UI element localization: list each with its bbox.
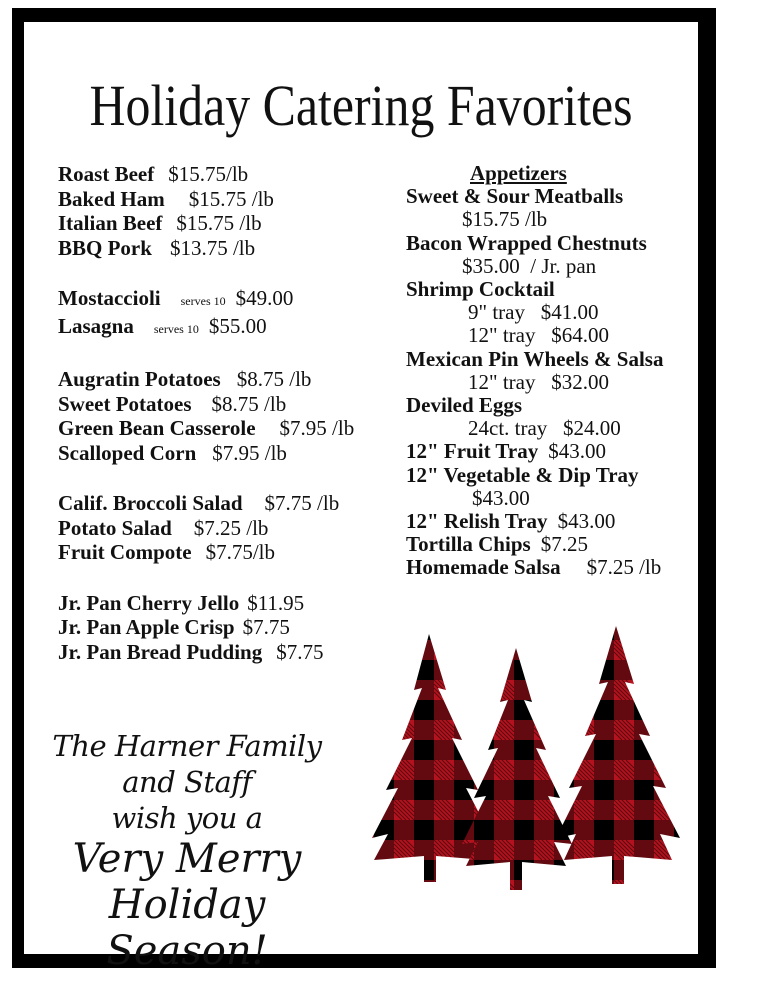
menu-item <box>58 591 398 616</box>
item-price: $8.75 /lb <box>236 367 312 391</box>
appetizer-name: 12" Relish Tray <box>406 509 548 534</box>
appetizer-price: 9" tray $41.00 <box>468 300 599 325</box>
appetizer-price: $43.00 <box>548 439 606 464</box>
appetizer-item <box>406 533 696 556</box>
item-name: Fruit Compote <box>58 540 192 564</box>
item-price: $49.00 <box>235 286 294 310</box>
menu-item <box>58 540 398 565</box>
item-price: $15.75/lb <box>168 162 249 186</box>
appetizers-column <box>406 162 696 580</box>
item-name: Italian Beef <box>58 211 163 235</box>
menu-item <box>58 367 398 392</box>
appetizer-price: 12" tray $32.00 <box>468 369 609 394</box>
appetizer-price: $43.00 <box>557 509 616 534</box>
item-name: Lasagna <box>58 313 134 338</box>
item-price: $7.75 /lb <box>264 491 340 515</box>
item-price: $55.00 <box>208 313 267 338</box>
menu-item <box>58 162 398 187</box>
appetizer-name: Deviled Eggs <box>406 393 523 418</box>
item-price: $7.75 <box>242 615 290 639</box>
item-name: Jr. Pan Bread Pudding <box>58 639 263 664</box>
greeting-line: The Harner Family <box>52 729 322 763</box>
appetizer-name: Tortilla Chips <box>406 532 531 557</box>
item-name: BBQ Pork <box>58 235 152 260</box>
desserts-group <box>58 591 398 665</box>
item-name: Calif. Broccoli Salad <box>58 491 243 515</box>
appetizer-price: $7.25 /lb <box>586 555 662 580</box>
appetizer-item <box>406 556 696 579</box>
menu-item <box>58 187 398 212</box>
greeting-line: Very Merry <box>72 836 302 882</box>
plaid-trees-icon <box>354 620 684 902</box>
appetizer-name: 12" Fruit Tray <box>406 439 539 464</box>
sides-group <box>58 367 398 465</box>
appetizer-price: $7.25 <box>540 532 588 557</box>
item-name: Augratin Potatoes <box>58 367 221 391</box>
appetizer-price: 12" tray $64.00 <box>468 323 609 348</box>
appetizer-price: $43.00 <box>472 485 530 510</box>
appetizer-name: Homemade Salsa <box>406 555 561 580</box>
menu-item <box>58 416 398 441</box>
item-name: Baked Ham <box>58 186 165 211</box>
item-serves: serves 10 <box>153 321 199 336</box>
item-name: Roast Beef <box>58 162 155 186</box>
menu-item <box>58 211 398 236</box>
appetizer-price: 24ct. tray $24.00 <box>468 416 621 441</box>
menu-item <box>58 615 398 640</box>
flyer-sheet <box>24 22 698 974</box>
greeting-line: Holiday Season! <box>106 882 268 974</box>
appetizer-name: Sweet & Sour Meatballs <box>406 184 624 209</box>
item-price: $13.75 /lb <box>169 235 256 260</box>
item-price: $7.95 /lb <box>212 440 287 465</box>
item-price: $8.75 /lb <box>211 391 287 416</box>
christmas-trees-icon <box>354 620 684 902</box>
black-frame <box>12 8 716 974</box>
pasta-group <box>58 286 398 341</box>
appetizer-name: 12" Vegetable & Dip Tray <box>406 462 639 487</box>
appetizers-heading: Appetizers <box>470 161 567 185</box>
appetizer-name: Bacon Wrapped Chestnuts <box>406 230 647 255</box>
item-serves: serves 10 <box>180 294 226 308</box>
appetizer-price: $15.75 /lb <box>462 207 548 232</box>
item-name: Green Bean Casserole <box>58 416 256 440</box>
item-name: Potato Salad <box>58 515 172 540</box>
left-menu-column <box>58 162 398 690</box>
menu-item <box>58 516 398 541</box>
salads-group <box>58 491 398 565</box>
appetizer-price: $35.00 / Jr. pan <box>462 253 597 278</box>
item-price: $15.75 /lb <box>188 186 274 211</box>
appetizer-item <box>406 440 696 463</box>
item-price: $7.95 /lb <box>279 416 355 440</box>
appetizer-name: Shrimp Cocktail <box>406 277 555 302</box>
menu-item <box>58 236 398 261</box>
item-price: $15.75 /lb <box>176 211 262 235</box>
item-name: Jr. Pan Apple Crisp <box>58 615 235 639</box>
item-price: $7.25 /lb <box>193 515 269 540</box>
menu-item <box>58 491 398 516</box>
item-name: Mostaccioli <box>58 286 161 310</box>
item-name: Jr. Pan Cherry Jello <box>58 590 240 615</box>
appetizer-name: Mexican Pin Wheels & Salsa <box>406 346 664 371</box>
menu-item <box>58 392 398 417</box>
greeting-line: wish you a <box>111 801 263 835</box>
item-price: $7.75 <box>276 639 324 664</box>
greeting-line: and Staff <box>122 765 252 799</box>
page-title: Holiday Catering Favorites <box>89 73 633 138</box>
meats-group <box>58 162 398 260</box>
holiday-greeting <box>42 728 332 974</box>
menu-item <box>58 314 398 342</box>
item-price: $11.95 <box>247 590 305 615</box>
item-name: Scalloped Corn <box>58 440 197 465</box>
item-price: $7.75/lb <box>205 540 275 564</box>
item-name: Sweet Potatoes <box>58 391 192 416</box>
appetizer-item <box>406 510 696 533</box>
menu-item <box>58 286 398 314</box>
menu-item <box>58 441 398 466</box>
menu-item <box>58 640 398 665</box>
